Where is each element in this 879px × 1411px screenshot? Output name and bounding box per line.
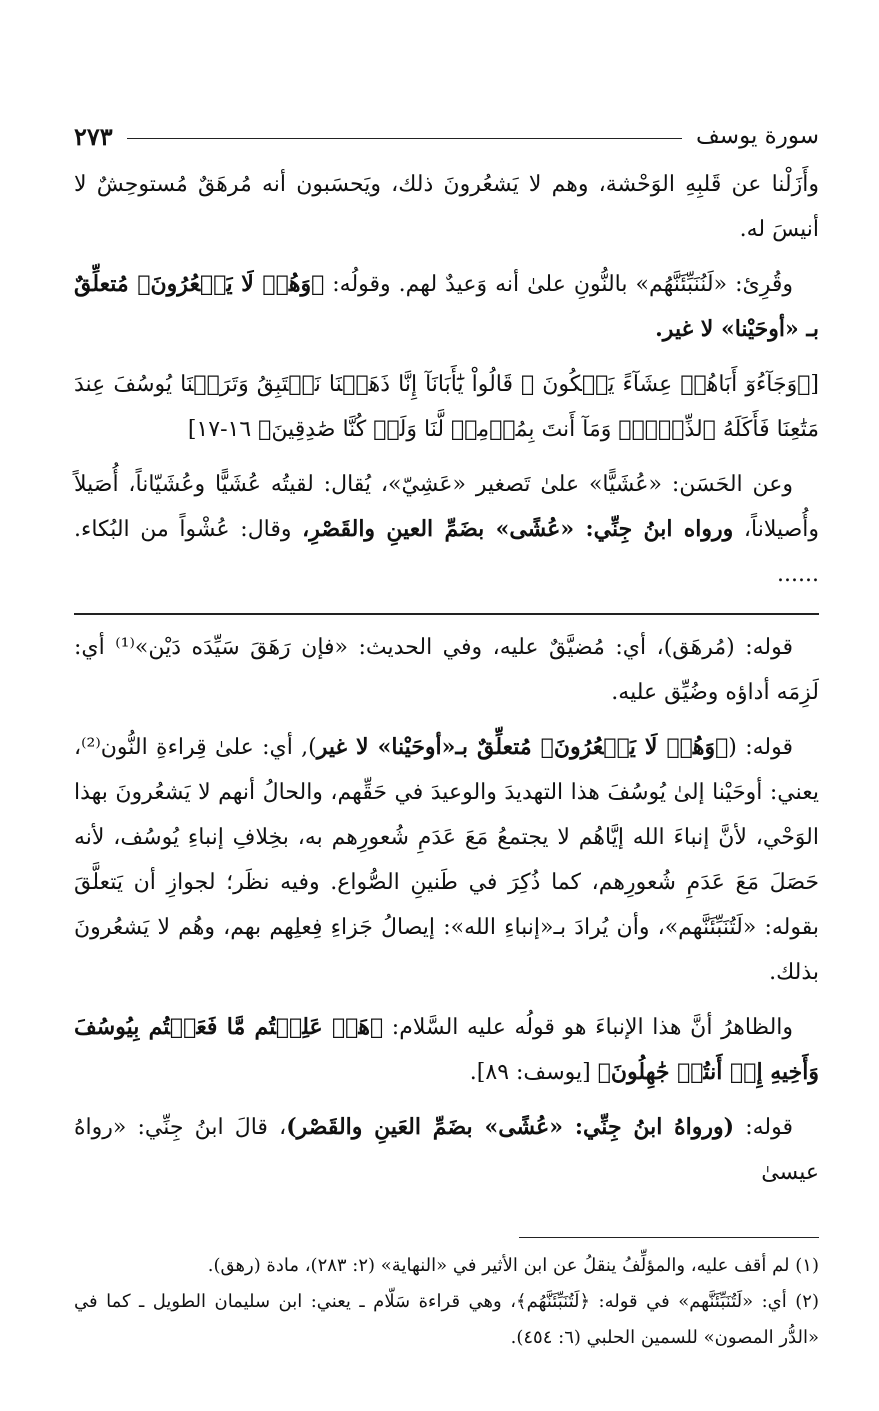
commentary-paragraph-2-text: ), أي: علىٰ قِراءةِ النُّون⁽²⁾، يعني: أوحَيْنا إلىٰ يُوسُفَ هذا التهديدَ والوعيدَ في حَقِّهم، والحالُ أنهم لا يَشعُرونَ بهذا الوَحْي، لأنَّ إنباءَ الله إيَّاهُم لا يجتمعُ مَعَ عَدَمِ شُعورِهم به، بخِلافِ إنباءِ يُوسُف، لأنه حَصَلَ مَعَ عَدَمِ شُعورِهم، كما ذُكِرَ في طَنينِ الصُّواع. وفيه نظَر؛ لجوازِ أن يَتعلَّقَ بقوله: «لَتُنَبِّئَنَّهم»، وأن يُرادَ بـ«إنباءِ الله»: إيصالُ جَزاءِ فِعلِهم بهم، وهُم لا يَشعُرونَ بذلك.	[74, 735, 819, 985]
footnotes	[74, 1248, 819, 1356]
commentary-paragraph-2-bold: ﴿وَهُمۡ لَا يَشۡعُرُونَ﴾ مُتعلِّقٌ بـ«أوحَيْنا» لا غير	[316, 734, 729, 760]
page-header	[74, 110, 819, 162]
main-paragraph-3-text: وعن الحَسَن: «عُشَيًّا» علىٰ تَصغير «عَشِيّ»، يُقال: لقيتُه عُشَيًّا وعُشَيّاناً، أُصَيلاً وأُصيلاناً،	[74, 472, 820, 542]
page-number: ٢٧٣	[74, 121, 113, 151]
commentary-paragraph-3-text: والظاهرُ أنَّ هذا الإنباءَ هو قولُه عليه السَّلام:	[383, 1015, 794, 1040]
commentary-paragraph-4-bold: (ورواهُ ابنُ جِنِّي: «عُشًى» بضَمِّ العَينِ والقَصْر)	[286, 1114, 735, 1140]
commentary-paragraph-3	[74, 1005, 819, 1095]
header-rule	[127, 138, 682, 139]
commentary-paragraph-4-lead: قوله:	[734, 1115, 793, 1140]
footnote-2: (٢) أي: «لَتُنَبِّئَنَّهم» في قوله: ﴿لَتُنَبِّئَنَّهُم﴾، وهي قراءة سَلّام ـ يعني: ابن سليمان الطويل ـ كما في «الدُّر المصون» للسمين الحلبي (٦: ٤٥٤).	[74, 1291, 819, 1348]
footnote-rule	[519, 1237, 819, 1238]
main-paragraph-3-bold: ورواه ابنُ جِنِّي: «عُشًى» بضَمِّ العينِ والقَصْرِ،	[302, 516, 734, 542]
commentary-text	[74, 625, 819, 1195]
commentary-paragraph-4-text: ، قالَ ابنُ جِنِّي: «رواهُ عيسىٰ	[74, 1115, 819, 1185]
commentary-paragraph-3-verse: ﴿هَلۡ عَلِمۡتُم مَّا فَعَلۡتُم بِيُوسُفَ وَأَخِيهِ إِذۡ أَنتُمۡ جَٰهِلُونَ﴾	[74, 1014, 819, 1085]
commentary-paragraph-2-lead: قوله: (	[728, 735, 793, 760]
main-paragraph-3-end: وقال: عُشْواً من البُكاء. ......	[74, 517, 819, 587]
main-paragraph-2-bold: ﴿وَهُمۡ لَا يَشۡعُرُونَ﴾ مُتعلِّقٌ بـ «أوحَيْنا» لا غير.	[74, 271, 819, 342]
main-paragraph-2-text: وقُرِئ: «لَنُنَبِّئَنَّهُم» بالنُّونِ علىٰ أنه وَعيدٌ لهم. وقولُه:	[324, 272, 793, 297]
commentary-paragraph-4	[74, 1105, 819, 1195]
quran-verse-block: [﴿وَجَآءُوٓ أَبَاهُمۡ عِشَآءً يَبۡكُونَ ۞ قَالُواْ يَٰٓأَبَانَآ إِنَّا ذَهَبۡنَا نَسۡتَبِقُ وَتَرَكۡنَا يُوسُفَ عِندَ مَتَٰعِنَا فَأَكَلَهُ ٱلذِّئۡبُۖ وَمَآ أَنتَ بِمُؤۡمِنٖ لَّنَا وَلَوۡ كُنَّا صَٰدِقِينَ﴾ ١٦-١٧]	[74, 372, 819, 442]
commentary-divider	[74, 613, 819, 615]
commentary-paragraph-3-ref: [يوسف: ٨٩].	[469, 1060, 598, 1085]
running-title: سورة يوسف	[696, 123, 819, 149]
footnote-1: (١) لم أقف عليه، والمؤلِّفُ ينقلُ عن ابن الأثير في «النهاية» (٢: ٢٨٣)، مادة (رهق).	[207, 1255, 819, 1276]
commentary-paragraph-1: قوله: (مُرهَق)، أي: مُضيَّقٌ عليه، وفي الحديث: «فإن رَهَقَ سَيِّدَه دَيْن»⁽¹⁾ أي: لَزِمَه أداؤه وضُيِّق عليه.	[74, 635, 819, 705]
main-paragraph-3	[74, 462, 819, 597]
main-text	[74, 162, 819, 597]
main-paragraph-2	[74, 262, 819, 352]
main-paragraph-1: وأَزَلْنا عن قَلبِهِ الوَحْشة، وهم لا يَشعُرونَ ذلك، ويَحسَبون أنه مُرهَقٌ مُستوحِشٌ لا أنيسَ له.	[74, 172, 819, 242]
book-page	[74, 110, 819, 1356]
commentary-paragraph-2	[74, 725, 819, 995]
